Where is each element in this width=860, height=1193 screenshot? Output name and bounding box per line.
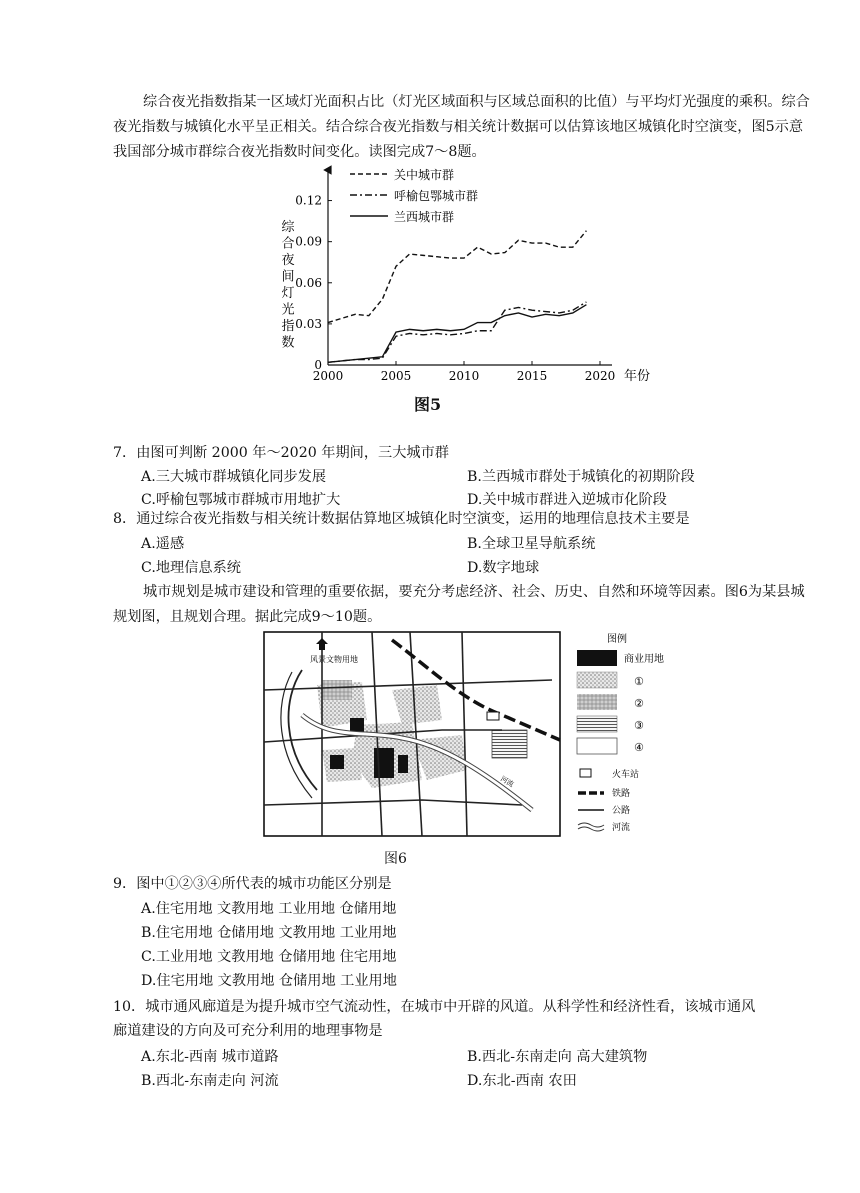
q8-stem: 8．通过综合夜光指数与相关统计数据估算地区城镇化时空演变，运用的地理信息技术主要是 xyxy=(113,511,690,527)
map-zone-commercial xyxy=(374,748,394,778)
q10-stem-line2: 廊道建设的方向及可充分利用的地理事物是 xyxy=(113,1023,383,1039)
map-label-river: 河流 xyxy=(499,774,516,789)
legend-title: 图例 xyxy=(607,634,627,645)
x-axis-label: 年份 xyxy=(624,369,651,382)
q9-option-a[interactable]: A.住宅用地 文教用地 工业用地 仓储用地 xyxy=(141,901,397,917)
legend-label-railway: 铁路 xyxy=(612,789,631,799)
map-zone-3 xyxy=(492,730,527,758)
q9-option-c[interactable]: C.工业用地 文教用地 仓储用地 住宅用地 xyxy=(141,949,397,965)
q8-option-c[interactable]: C.地理信息系统 xyxy=(141,560,241,576)
legend-swatch-commercial xyxy=(577,650,617,666)
legend-label-1: 关中城市群 xyxy=(394,168,455,182)
q10-option-b[interactable]: B.西北-东南走向 高大建筑物 xyxy=(467,1049,648,1065)
fig5-chart xyxy=(270,162,660,382)
q9-stem: 9．图中①②③④所代表的城市功能区分别是 xyxy=(113,876,392,892)
map-zone-commercial xyxy=(330,755,344,769)
y-tick-label: 0 xyxy=(314,358,322,372)
q10-stem-line1: 10．城市通风廊道是为提升城市空气流动性，在城市中开辟的风道。从科学性和经济性看，该城市通风 xyxy=(113,999,756,1015)
y-tick-label: 0.12 xyxy=(295,193,322,208)
legend-label-2: 呼榆包鄂城市群 xyxy=(394,189,479,203)
intro-paragraph-2: 城市规划是城市建设和管理的重要依据，要充分考虑经济、社会、历史、自然和环境等因素。图6为某县城规划图，且规划合理。据此完成9～10题。 xyxy=(113,584,805,625)
x-tick-label: 2005 xyxy=(380,369,412,382)
series-line-2 xyxy=(328,302,586,362)
q9-option-d[interactable]: D.住宅用地 文教用地 仓储用地 工业用地 xyxy=(141,973,397,989)
fig6-caption: 图6 xyxy=(384,851,407,867)
q7-stem: 7．由图可判断 2000 年～2020 年期间，三大城市群 xyxy=(113,445,449,461)
q9-option-b[interactable]: B.住宅用地 仓储用地 文教用地 工业用地 xyxy=(141,925,397,941)
q7-option-b[interactable]: B.兰西城市群处于城镇化的初期阶段 xyxy=(467,469,695,485)
series-line-1 xyxy=(328,231,586,323)
x-tick-label: 2010 xyxy=(448,369,480,382)
legend-label-3: ③ xyxy=(634,719,644,732)
map-label-scenic-site: 风景文物用地 xyxy=(310,655,358,664)
q10-option-d[interactable]: D.东北-西南 农田 xyxy=(467,1073,577,1089)
q7-option-c[interactable]: C.呼榆包鄂城市群城市用地扩大 xyxy=(141,492,341,508)
legend-label-3: 兰西城市群 xyxy=(394,210,455,224)
q7-option-a[interactable]: A.三大城市群城镇化同步发展 xyxy=(141,469,327,485)
legend-label-2: ② xyxy=(634,697,644,710)
series-line-3 xyxy=(328,305,586,363)
fig5-caption: 图5 xyxy=(414,395,442,414)
y-tick-label: 0.09 xyxy=(295,234,322,249)
map-zone-commercial xyxy=(398,755,408,773)
q10-option-b-2[interactable]: B.西北-东南走向 河流 xyxy=(141,1073,279,1089)
y-axis-label-char: 光 xyxy=(281,302,295,318)
y-axis-label-char: 间 xyxy=(281,269,295,285)
legend-swatch-1 xyxy=(577,672,617,688)
x-tick-label: 2000 xyxy=(312,369,344,382)
legend-label-river: 河流 xyxy=(612,823,631,833)
q8-option-d[interactable]: D.数字地球 xyxy=(467,560,540,576)
y-axis-label-char: 灯 xyxy=(281,286,295,301)
y-tick-label: 0.03 xyxy=(295,316,322,331)
legend-label-4: ④ xyxy=(634,741,644,754)
y-axis-label-char: 夜 xyxy=(281,253,295,268)
x-tick-label: 2020 xyxy=(584,369,616,382)
q8-option-a[interactable]: A.遥感 xyxy=(141,536,185,552)
legend-swatch-3 xyxy=(577,716,617,732)
legend-swatch-2 xyxy=(577,694,617,710)
y-axis-label-char: 综 xyxy=(281,220,295,235)
legend-label-station: 火车站 xyxy=(612,770,640,780)
intro-paragraph-1: 综合夜光指数指某一区域灯光面积占比（灯光区域面积与区域总面积的比值）与平均灯光强度的乘积。综合夜光指数与城镇化水平呈正相关。结合综合夜光指数与相关统计数据可以估算该地区城镇化时空演变，图5示意我国部分城市群综合夜光指数时间变化。读图完成7～8题。 xyxy=(113,94,810,160)
y-tick-label: 0.06 xyxy=(295,275,322,290)
legend-label-1: ① xyxy=(634,675,644,688)
q8-option-b[interactable]: B.全球卫星导航系统 xyxy=(467,536,596,552)
legend-swatch-river xyxy=(578,823,604,831)
y-axis-label-char: 合 xyxy=(281,236,295,252)
legend-label-commercial: 商业用地 xyxy=(624,654,664,665)
map-train-station xyxy=(487,712,499,720)
legend-swatch-4 xyxy=(577,738,617,754)
legend-swatch-station xyxy=(580,769,591,777)
legend-label-road: 公路 xyxy=(612,806,631,816)
y-axis-label-char: 数 xyxy=(281,335,295,351)
q7-option-d[interactable]: D.关中城市群进入逆城市化阶段 xyxy=(467,492,667,508)
map-legend xyxy=(577,632,664,833)
map-zone-2 xyxy=(322,680,352,700)
x-tick-label: 2015 xyxy=(516,369,548,382)
fig6-map xyxy=(262,630,682,840)
q10-option-a[interactable]: A.东北-西南 城市道路 xyxy=(141,1049,279,1065)
y-axis-label-char: 指 xyxy=(281,319,295,334)
